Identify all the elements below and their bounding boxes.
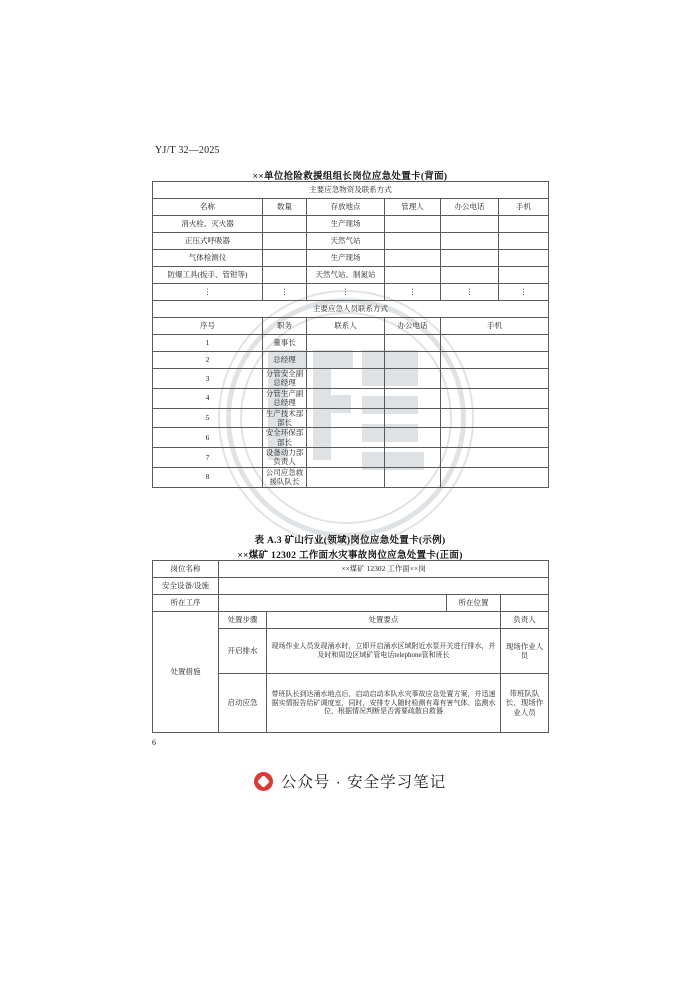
col-header-index: 序号 xyxy=(153,318,263,335)
cell-location: 天然气站 xyxy=(307,233,385,250)
cell-mobile xyxy=(499,216,549,233)
cell-qty xyxy=(263,216,307,233)
card-front-title: ××煤矿 12302 工作面水灾事故岗位应急处置卡(正面) xyxy=(237,551,463,561)
cell-contact xyxy=(307,352,385,369)
cell-owner: 现场作业人员 xyxy=(501,629,549,674)
cell-contact xyxy=(307,467,385,487)
table-row xyxy=(153,352,549,369)
cell-contact xyxy=(307,388,385,408)
table-row-ellipsis xyxy=(153,284,549,301)
label-location: 所在位置 xyxy=(447,595,501,612)
cell-index: 2 xyxy=(153,352,263,369)
cell-owner: 带班队队长、现场作业人员 xyxy=(501,674,549,733)
cell-index: 4 xyxy=(153,388,263,408)
cell-mobile xyxy=(499,267,549,284)
col-header-name: 名称 xyxy=(153,199,263,216)
table-row xyxy=(153,428,549,448)
table-row-header xyxy=(153,318,549,335)
cell-qty xyxy=(263,233,307,250)
cell-contact xyxy=(307,369,385,389)
cell-ellipsis: ⋮ xyxy=(263,284,307,301)
cell-office-phone xyxy=(441,233,499,250)
cell-mobile xyxy=(441,352,549,369)
table-row xyxy=(153,335,549,352)
cell-contact xyxy=(307,408,385,428)
cell-qty xyxy=(263,267,307,284)
cell-duty: 分管安全副总经理 xyxy=(263,369,307,389)
cell-name: 防爆工具(扳手、管钳等) xyxy=(153,267,263,284)
table-row-process xyxy=(153,595,549,612)
cell-points: 带班队长到达涌水地点后，启动启动本队水灾事故应急处置方案，并迅速据实情报告给矿调度室，同时，安排专人随时检测有毒有害气体、监测水位，根据情况判断是否需要疏散自救器 xyxy=(267,674,501,733)
cell-duty: 安全环保部部长 xyxy=(263,428,307,448)
cell-office-phone xyxy=(385,352,441,369)
cell-index: 1 xyxy=(153,335,263,352)
cell-mobile xyxy=(441,408,549,428)
table-row-header xyxy=(153,199,549,216)
col-header-manager: 管理人 xyxy=(385,199,441,216)
cell-mobile xyxy=(441,369,549,389)
table-row-post-name xyxy=(153,561,549,578)
cell-location: 生产现场 xyxy=(307,216,385,233)
cell-duty: 分管生产副总经理 xyxy=(263,388,307,408)
cell-ellipsis: ⋮ xyxy=(307,284,385,301)
value-post-name: ××煤矿 12302 工作面××岗 xyxy=(219,561,549,578)
table-row xyxy=(153,216,549,233)
cell-mobile xyxy=(499,233,549,250)
cell-index: 7 xyxy=(153,448,263,468)
col-header-points: 处置要点 xyxy=(267,612,501,629)
cell-contact xyxy=(307,428,385,448)
table-row-measures-header xyxy=(153,612,549,629)
cell-name: 正压式呼吸器 xyxy=(153,233,263,250)
value-location xyxy=(501,595,549,612)
col-header-office-phone: 办公电话 xyxy=(441,199,499,216)
cell-duty: 总经理 xyxy=(263,352,307,369)
cell-index: 3 xyxy=(153,369,263,389)
cell-office-phone xyxy=(385,408,441,428)
cell-qty xyxy=(263,250,307,267)
cell-office-phone xyxy=(385,467,441,487)
table-row xyxy=(153,388,549,408)
cell-index: 8 xyxy=(153,467,263,487)
cell-ellipsis: ⋮ xyxy=(441,284,499,301)
table-row xyxy=(153,448,549,468)
emergency-resources-table xyxy=(152,181,549,488)
cell-office-phone xyxy=(385,369,441,389)
table-row-equipment xyxy=(153,578,549,595)
cell-duty: 董事长 xyxy=(263,335,307,352)
col-header-mobile: 手机 xyxy=(499,199,549,216)
cell-index: 6 xyxy=(153,428,263,448)
col-header-owner: 负责人 xyxy=(501,612,549,629)
col-header-step: 处置步骤 xyxy=(219,612,267,629)
col-header-office-phone: 办公电话 xyxy=(385,318,441,335)
cell-name: 气体检测仪 xyxy=(153,250,263,267)
cell-manager xyxy=(385,233,441,250)
cell-location: 天然气站、制氮站 xyxy=(307,267,385,284)
brand-row xyxy=(0,770,700,792)
col-header-duty: 职务 xyxy=(263,318,307,335)
table-row xyxy=(153,233,549,250)
cell-ellipsis: ⋮ xyxy=(385,284,441,301)
table-caption: 表 A.3 矿山行业(领域)岗位应急处置卡(示例) xyxy=(254,536,446,546)
table-row-section-title xyxy=(153,182,549,199)
wechat-official-logo-icon xyxy=(254,772,273,791)
table-row xyxy=(153,369,549,389)
post-emergency-card-table xyxy=(152,560,549,733)
value-process xyxy=(219,595,447,612)
cell-name: 消火栓、灭火器 xyxy=(153,216,263,233)
cell-office-phone xyxy=(441,267,499,284)
value-equipment xyxy=(219,578,549,595)
cell-office-phone xyxy=(441,250,499,267)
cell-mobile xyxy=(441,467,549,487)
cell-step: 开启排水 xyxy=(219,629,267,674)
brand-text: 公众号 · 安全学习笔记 xyxy=(280,774,447,791)
cell-index: 5 xyxy=(153,408,263,428)
card-back-title: ××单位抢险救援组组长岗位应急处置卡(背面) xyxy=(252,172,448,182)
page-number: 6 xyxy=(152,738,156,747)
cell-contact xyxy=(307,448,385,468)
cell-office-phone xyxy=(385,388,441,408)
label-process: 所在工序 xyxy=(153,595,219,612)
cell-location: 生产现场 xyxy=(307,250,385,267)
table-row xyxy=(153,408,549,428)
cell-points: 现场作业人员发现涌水时，立即开启涌水区域附近水泵开关进行排水，并及时和周边区域矿管电话telephone管和班长 xyxy=(267,629,501,674)
table-row xyxy=(153,267,549,284)
cell-duty: 生产技术部部长 xyxy=(263,408,307,428)
col-header-mobile: 手机 xyxy=(441,318,549,335)
cell-office-phone xyxy=(385,335,441,352)
cell-mobile xyxy=(441,335,549,352)
cell-manager xyxy=(385,267,441,284)
table-row-section-title xyxy=(153,301,549,318)
label-equipment: 安全设备/设施 xyxy=(153,578,219,595)
cell-office-phone xyxy=(441,216,499,233)
table-row xyxy=(153,250,549,267)
cell-mobile xyxy=(499,250,549,267)
cell-office-phone xyxy=(385,448,441,468)
section-title-resources: 主要应急物资及联系方式 xyxy=(153,182,549,199)
col-header-qty: 数量 xyxy=(263,199,307,216)
label-measures: 处置措施 xyxy=(153,612,219,733)
cell-manager xyxy=(385,216,441,233)
cell-manager xyxy=(385,250,441,267)
label-post-name: 岗位名称 xyxy=(153,561,219,578)
cell-duty: 公司应急救援队队长 xyxy=(263,467,307,487)
cell-ellipsis: ⋮ xyxy=(153,284,263,301)
section-title-contacts: 主要应急人员联系方式 xyxy=(153,301,549,318)
col-header-location: 存放地点 xyxy=(307,199,385,216)
col-header-contact: 联系人 xyxy=(307,318,385,335)
cell-mobile xyxy=(441,448,549,468)
cell-contact xyxy=(307,335,385,352)
brand-footer xyxy=(0,774,700,990)
standard-code-header: YJ/T 32—2025 xyxy=(155,145,220,156)
cell-step: 启动应急 xyxy=(219,674,267,733)
table-row xyxy=(153,467,549,487)
cell-mobile xyxy=(441,428,549,448)
cell-ellipsis: ⋮ xyxy=(499,284,549,301)
cell-duty: 设备动力部负责人 xyxy=(263,448,307,468)
cell-office-phone xyxy=(385,428,441,448)
cell-mobile xyxy=(441,388,549,408)
